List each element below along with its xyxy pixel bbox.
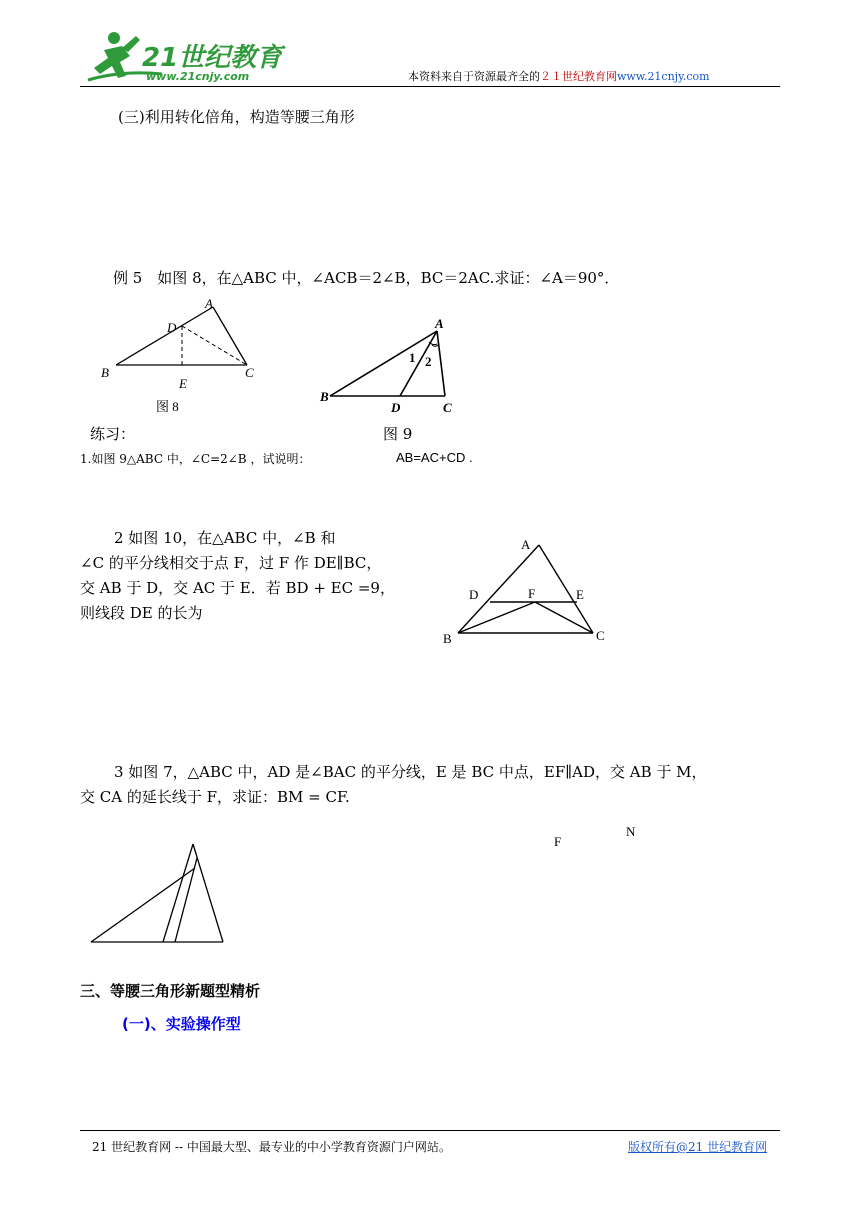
fig9-label-c: C <box>443 400 452 415</box>
header-note-prefix: 本资料来自于资源最齐全的 <box>408 70 540 83</box>
practice-q1-text: 1.如图 9△ABC 中，∠C=2∠B ，试说明： <box>80 452 311 466</box>
fig7-line-ef <box>175 858 197 942</box>
fig8-dashed-dc <box>182 326 247 365</box>
fig8-label-e: E <box>179 376 187 391</box>
fig7-side-ac <box>193 844 223 942</box>
practice-q1-answer: AB=AC+CD . <box>396 450 473 465</box>
fig8-label-a: A <box>205 296 213 311</box>
fig9-label-2: 2 <box>425 354 432 369</box>
section-three-subheading: (一)、实验操作型 <box>122 1015 241 1033</box>
footer-copyright-link[interactable]: 版权所有@21 世纪教育网 <box>628 1140 768 1154</box>
section-three-heading: 三、等腰三角形新题型精析 <box>80 982 261 1000</box>
site-logo <box>82 28 292 84</box>
fig10-label-c: C <box>596 628 605 643</box>
logo-title: 21世纪教育 <box>142 43 283 73</box>
figure-9 <box>315 312 465 418</box>
fig8-caption: 图 8 <box>156 399 179 414</box>
fig9-side-ac <box>437 331 445 396</box>
figure-7 <box>85 838 235 950</box>
header-note-highlight: ２１世纪教育网 <box>540 70 617 83</box>
example-5-text: 例 5 如图 8，在△ABC 中，∠ACB＝2∠B，BC＝2AC.求证：∠A＝90°． <box>113 269 620 287</box>
practice-title: 练习： <box>90 425 136 443</box>
fig8-side-ac <box>213 307 247 365</box>
fig10-label-f: F <box>528 586 536 601</box>
fig10-label-a: A <box>521 537 531 552</box>
q3-stray-label-f: F <box>554 834 562 849</box>
q3-line-2: 交 CA 的延长线于 F，求证：BM = CF. <box>80 788 350 806</box>
runner-logo-icon <box>82 28 292 84</box>
fig7-side-ba <box>91 868 195 942</box>
fig9-caption: 图 9 <box>383 425 413 443</box>
q2-line-3: 交 AB 于 D，交 AC 于 E．若 BD + EC =9， <box>80 579 395 597</box>
fig8-side-ba <box>116 307 213 365</box>
fig10-segment-bf <box>458 602 535 633</box>
figure-8 <box>95 296 270 420</box>
fig9-label-a: A <box>435 316 444 331</box>
section-heading: (三)利用转化倍角，构造等腰三角形 <box>118 108 355 126</box>
figure-10 <box>440 530 620 650</box>
q2-line-4: 则线段 DE 的长为 <box>80 604 203 622</box>
fig8-label-b: B <box>101 365 109 380</box>
q3-stray-label-n: N <box>626 824 636 839</box>
q2-line-1: 2 如图 10，在△ABC 中，∠B 和 <box>114 529 336 547</box>
logo-url: www.21cnjy.com <box>146 70 250 83</box>
fig9-label-d: D <box>391 400 401 415</box>
fig8-label-d: D <box>167 320 177 335</box>
fig9-side-ba <box>330 331 437 396</box>
header-divider <box>80 86 780 87</box>
fig10-label-b: B <box>443 631 452 646</box>
q2-line-2: ∠C 的平分线相交于点 F，过 F 作 DE∥BC， <box>80 554 382 572</box>
footer-text: 21 世纪教育网 -- 中国最大型、最专业的中小学教育资源门户网站。 <box>92 1140 451 1154</box>
fig10-label-e: E <box>576 587 584 602</box>
q3-line-1: 3 如图 7，△ABC 中，AD 是∠BAC 的平分线，E 是 BC 中点，EF∥AD，交 AB 于 M， <box>114 763 707 781</box>
fig8-label-c: C <box>245 365 254 380</box>
fig10-label-d: D <box>469 587 479 602</box>
footer-divider <box>80 1130 780 1131</box>
header-note-link[interactable]: www.21cnjy.com <box>617 70 710 83</box>
fig9-label-1: 1 <box>409 350 416 365</box>
fig10-side-ac <box>539 545 593 633</box>
header-note <box>408 68 710 84</box>
fig9-label-b: B <box>320 389 329 404</box>
